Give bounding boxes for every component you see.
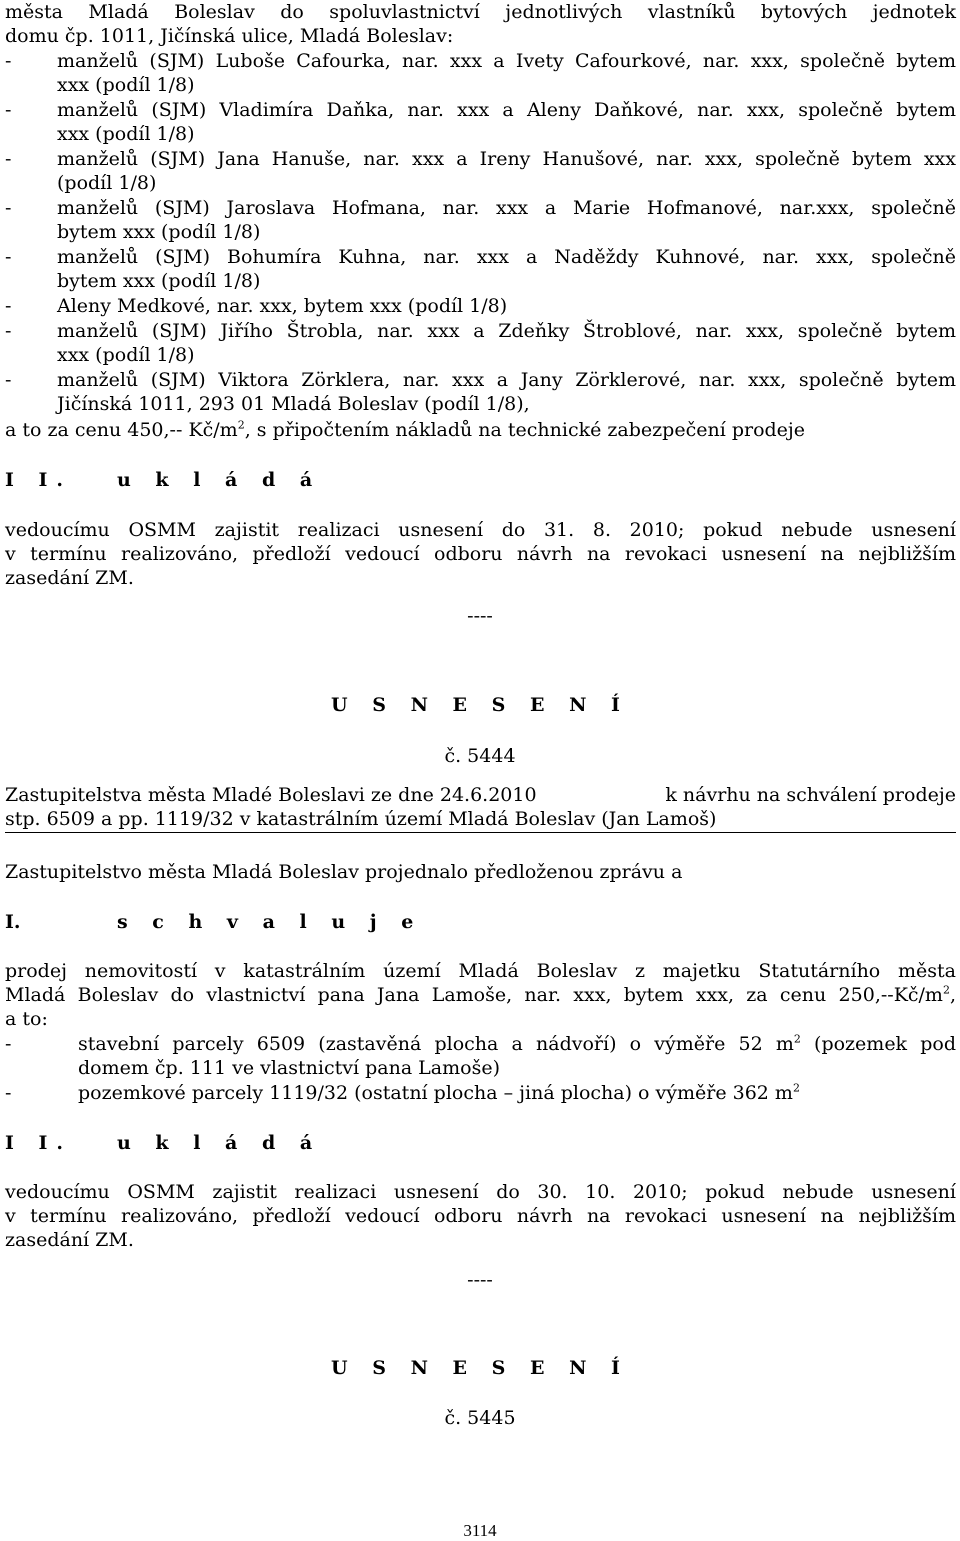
text-line: (podíl 1/8): [57, 172, 157, 194]
separator: ----: [467, 1269, 493, 1291]
text-line: zasedání ZM.: [5, 567, 134, 589]
list-item: - stavební parcely 6509 (zastavěná plocha a nádvoří) o výměře 52 $m^2$ (pozemek pod: [5, 1032, 957, 1055]
resolution-number: č. 5445: [444, 1407, 516, 1429]
list-item: - manželů (SJM) Viktora Zörklera, nar. xxx a Jany Zörklerové, nar. xxx, společně bytem: [5, 369, 956, 391]
section-heading: I I. u k l á d á: [5, 1132, 322, 1154]
text-line: Jičínská 1011, 293 01 Mladá Boleslav (podíl 1/8),: [57, 393, 530, 415]
text-line: domu čp. 1011, Jičínská ulice, Mladá Boleslav:: [5, 25, 454, 47]
text-line: vedoucímu OSMM zajistit realizaci usnesení do 30. 10. 2010; pokud nebude usnesení: [5, 1181, 956, 1203]
text-line: a to za cenu 450,-- $Kč/m^2$, s připočtením nákladů na technické zabezpečení prodeje: [5, 418, 806, 441]
text-line: Zastupitelstvo města Mladá Boleslav projednalo předloženou zprávu a: [5, 861, 683, 883]
resolution-title: U S N E S E N Í: [331, 694, 629, 716]
list-item: - manželů (SJM) Jaroslava Hofmana, nar. xxx a Marie Hofmanové, nar.xxx, společně: [5, 197, 956, 219]
text-line: v termínu realizováno, předloží vedoucí odboru návrh na revokaci usnesení na nejbližším: [5, 1205, 956, 1227]
text-line: města Mladá Boleslav do spoluvlastnictví jednotlivých vlastníků bytových jednotek: [5, 1, 956, 23]
text-line: xxx (podíl 1/8): [57, 344, 195, 366]
list-item: - manželů (SJM) Bohumíra Kuhna, nar. xxx a Naděždy Kuhnové, nar. xxx, společně: [5, 246, 956, 268]
list-item: - Aleny Medkové, nar. xxx, bytem xxx (podíl 1/8): [5, 295, 508, 317]
text-line: v termínu realizováno, předloží vedoucí odboru návrh na revokaci usnesení na nejbližším: [5, 543, 956, 565]
resolution-number: č. 5444: [444, 745, 516, 767]
text-line: bytem xxx (podíl 1/8): [57, 270, 261, 292]
text-line: bytem xxx (podíl 1/8): [57, 221, 261, 243]
resolution-header: Zastupitelstva města Mladé Boleslavi ze dne 24.6.2010 k návrhu na schválení prodeje: [5, 784, 956, 806]
text-line: prodej nemovitostí v katastrálním území Mladá Boleslav z majetku Statutárního města: [5, 960, 956, 982]
section-heading: I I. u k l á d á: [5, 469, 322, 491]
resolution-title: U S N E S E N Í: [331, 1357, 629, 1379]
list-item: - manželů (SJM) Jiřího Štrobla, nar. xxx a Zdeňky Štroblové, nar. xxx, společně bytem: [5, 320, 956, 342]
text-line: xxx (podíl 1/8): [57, 123, 195, 145]
list-item: - manželů (SJM) Luboše Cafourka, nar. xxx a Ivety Cafourkové, nar. xxx, společně bytem: [5, 50, 956, 72]
section-heading: I. s c h v a l u j e: [5, 911, 423, 933]
text-line: xxx (podíl 1/8): [57, 74, 195, 96]
text-line: Mladá Boleslav do vlastnictví pana Jana Lamoše, nar. xxx, bytem xxx, za cenu $250,--Kč/m^2$,: [5, 983, 956, 1006]
text-line: vedoucímu OSMM zajistit realizaci usnesení do 31. 8. 2010; pokud nebude usnesení: [5, 519, 956, 541]
list-item: - pozemkové parcely 1119/32 (ostatní plocha – jiná plocha) o výměře 362 $m^2$: [5, 1081, 800, 1104]
text-line: a to:: [5, 1008, 48, 1030]
text-line: zasedání ZM.: [5, 1229, 134, 1251]
list-item: - manželů (SJM) Vladimíra Daňka, nar. xxx a Aleny Daňkové, nar. xxx, společně bytem: [5, 99, 956, 121]
page-number: 3114: [463, 1521, 497, 1540]
list-item: - manželů (SJM) Jana Hanuše, nar. xxx a Ireny Hanušové, nar. xxx, společně bytem xxx: [5, 148, 956, 170]
separator: ----: [467, 605, 493, 627]
text-line: domem čp. 111 ve vlastnictví pana Lamoše): [78, 1057, 500, 1079]
divider: [5, 832, 956, 833]
resolution-header: stp. 6509 a pp. 1119/32 v katastrálním území Mladá Boleslav (Jan Lamoš): [5, 808, 717, 830]
